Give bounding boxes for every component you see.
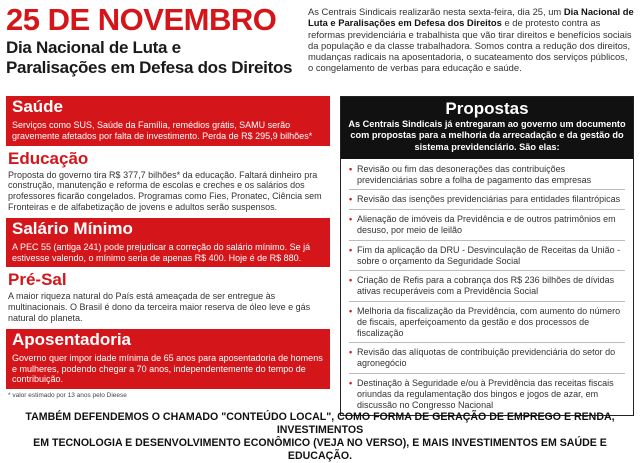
section-presal [6, 270, 330, 325]
proposta-text: Destinação à Seguridade e/ou à Previdência das receitas fiscais oriundas da regulamentação dos bingos e jogos de azar, em discussão no Congresso Nacional [357, 378, 614, 410]
section-title-presal: Pré-Sal [8, 270, 67, 290]
bullet-icon: • [349, 275, 353, 286]
proposta-text: Fim da aplicação da DRU - Desvinculação de Receitas da União - sobre o orçamento da Seguridade Social [357, 244, 621, 266]
bullet-icon: • [349, 244, 353, 255]
header [6, 4, 296, 78]
section-text-presal: A maior riqueza natural do País está ameaçada de ser entregue às multinacionais. O Brasil é dono da terceira maior reserva de óleo leve e gás natural do planeta. [8, 291, 311, 323]
bullet-icon: • [349, 214, 353, 225]
list-item [349, 274, 625, 302]
bottom-line2: EM TECNOLOGIA E DESENVOLVIMENTO ECONÔMICO (VEJA NO VERSO), E MAIS INVESTIMENTOS EM SAÚDE E EDUCAÇÃO. [33, 437, 607, 462]
list-item [349, 244, 625, 272]
bullet-icon: • [349, 306, 353, 317]
subhead-line2: Paralisações em Defesa dos Direitos [6, 58, 293, 77]
section-salario [6, 218, 330, 268]
intro-part2: e de protesto contra as reformas previdenciária e trabalhista que vão tirar direitos e benefícios sociais da população e da classe trabalhadora. Somos contra a redução dos direitos, mudanças radicais na aposentadoria, o sucateamento dos serviços públicos, o congelamento de verbas para educação e saúde. [308, 17, 632, 74]
proposta-text: Criação de Refis para a cobrança dos R$ 236 bilhões de dívidas ativas recuperáveis com a Previdência Social [357, 275, 615, 297]
propostas-box [340, 96, 634, 416]
intro-bold: Dia Nacional de Luta e Paralisações em Defesa dos Direitos [308, 6, 634, 29]
proposta-text: Melhoria da fiscalização da Previdência, com aumento do número de fiscais, aperfeiçoamento da gestão e dos processos de fiscalização [357, 306, 621, 338]
footnote: * valor estimado por 13 anos pelo Dieese [8, 392, 127, 400]
proposta-text: Revisão das isenções previdenciárias para entidades filantrópicas [357, 194, 621, 205]
proposta-text: Alienação de imóveis da Previdência e de outros patrimônios em desuso, por meio de leilão [357, 214, 616, 236]
section-aposentadoria [6, 329, 330, 389]
propostas-list [341, 159, 633, 415]
section-text-aposentadoria: Governo quer impor idade mínima de 65 anos para aposentadoria de homens e mulheres, podendo chegar a 70 anos, independentemente do tempo de contribuição. [6, 351, 330, 389]
bullet-icon: • [349, 378, 353, 389]
list-item [349, 305, 625, 343]
intro-part1: As Centrais Sindicais realizarão nesta sexta-feira, dia 25, um [308, 6, 564, 17]
section-title-salario: Salário Mínimo [6, 218, 330, 240]
section-title-educacao: Educação [8, 148, 89, 168]
section-text-educacao: Proposta do governo tira R$ 377,7 bilhões* da educação. Faltará dinheiro pra construção, manutenção e reforma de escolas e creches e os salários dos professores ficarão congelados. Programas como Fies, Pronatec, Ciência sem Fronteiras e de alfabetização de jovens e adultos serão suspensos. [8, 169, 322, 212]
intro-paragraph [308, 6, 634, 74]
section-text-salario: A PEC 55 (antiga 241) pode prejudicar a correção do salário mínimo. Se já estivesse valendo, o mínimo seria de apenas R$ 400. Hoje é de R$ 880. [6, 240, 330, 268]
issues-column [6, 96, 330, 399]
propostas-header [341, 97, 633, 159]
section-text-saude: Serviços como SUS, Saúde da Família, remédios grátis, SAMU serão gravemente afetados por falta de investimento. Perda de R$ 295,9 bilhões* [6, 118, 330, 146]
list-item [349, 213, 625, 241]
proposta-text: Revisão ou fim das desonerações das contribuições previdenciárias sobre a folha de pagamento das empresas [357, 163, 592, 185]
section-title-aposentadoria: Aposentadoria [6, 329, 330, 351]
bottom-line1: TAMBÉM DEFENDEMOS O CHAMADO "CONTEÚDO LOCAL", COMO FORMA DE GERAÇÃO DE EMPREGO E RENDA, INVESTIMENTOS [25, 411, 615, 436]
headline: 25 DE NOVEMBRO [6, 2, 277, 37]
bullet-icon: • [349, 347, 353, 358]
section-saude [6, 96, 330, 146]
list-item [349, 377, 625, 414]
bottom-statement [0, 411, 640, 463]
section-educacao [6, 149, 330, 215]
proposta-text: Revisão das alíquotas de contribuição previdenciária do setor do agronegócio [357, 347, 616, 369]
section-title-saude: Saúde [6, 96, 330, 118]
propostas-subtitle: As Centrais Sindicais já entregaram ao governo um documento com propostas para a melhoria da arrecadação e da gestão do sistema previdenciário. São elas: [348, 119, 626, 152]
bullet-icon: • [349, 194, 353, 205]
subhead [6, 38, 296, 78]
list-item [349, 193, 625, 210]
list-item [349, 346, 625, 374]
list-item [349, 163, 625, 191]
propostas-title: Propostas [445, 99, 529, 118]
subhead-line1: Dia Nacional de Luta e [6, 38, 181, 57]
bullet-icon: • [349, 163, 353, 174]
